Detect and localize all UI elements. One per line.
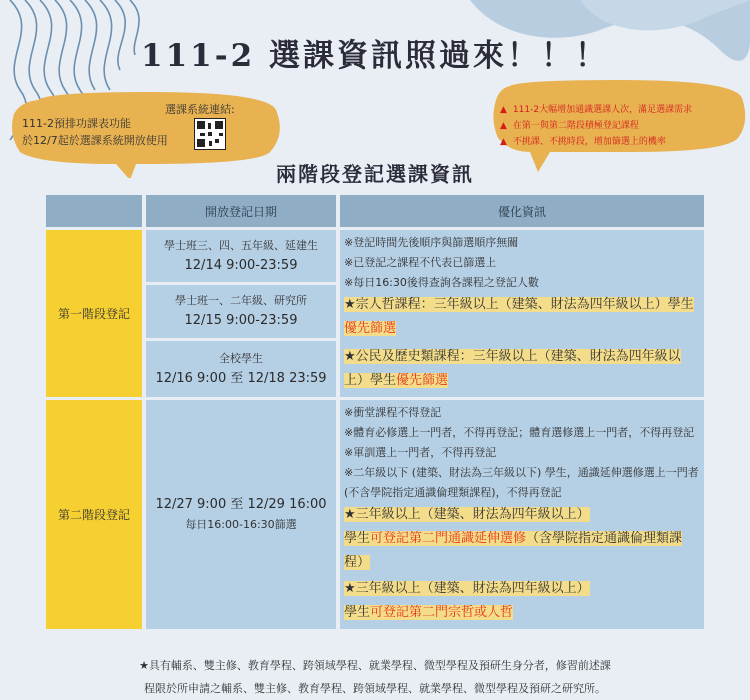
stage1-info: ※登記時間先後順序與篩選順序無關 ※已登記之課程不代表已篩選上 ※每日16:30後得查詢各課程之登記人數 ★宗人哲課程：三年級以上（建築、財法為四年級以上）學生優先篩選 ★公民及歷史類課程：三年級以上（建築、財法為四年級以上）學生優先篩選 — [340, 230, 704, 397]
system-link-label: 選課系統連結: — [165, 103, 235, 116]
alert-item-1: ▲ 111-2大幅增加通識選課人次，滿足選課需求 — [500, 105, 693, 115]
alert-item-2: ▲ 在第一與第二階段積極登記課程 — [500, 121, 639, 131]
table-row — [46, 230, 704, 282]
warning-triangle-icon: ▲ — [500, 105, 507, 115]
header-empty — [46, 195, 142, 227]
stage2-info: ※衝堂課程不得登記 ※體育必修選上一門者，不得再登記；體育選修選上一門者，不得再登記 ※軍訓選上一門者，不得再登記 ※二年級以下 (建築、財法為三年級以下) 學生，通識延伸選修選上一門者(不含學院指定通識倫理類課程)，不得再登記 ★三年級以上（建築、財法為四年級以上） 學生可登記第二門通識延伸選修（含學院指定通識倫理類課程） ★三年級以上（建築、財法為四年級以上） 學生可登記第二門宗哲或人哲 — [340, 400, 704, 629]
stage2-highlight-2: ★三年級以上（建築、財法為四年級以上） — [344, 581, 590, 596]
stage2-highlight-1: ★三年級以上（建築、財法為四年級以上） — [344, 507, 590, 522]
stage1-highlight-2: ★公民及歷史類課程：三年級以上（建築、財法為四年級以上）學生 — [344, 349, 681, 388]
header-info: 優化資訊 — [340, 195, 704, 227]
stage2-date: 12/27 9:00 至 12/29 16:00 每日16:00-16:30篩選 — [146, 400, 336, 629]
stage1-date-3: 全校學生 12/16 9:00 至 12/18 23:59 — [146, 341, 336, 397]
header-dates: 開放登記日期 — [146, 195, 336, 227]
stage1-highlight-1: ★宗人哲課程：三年級以上（建築、財法為四年級以上）學生 — [344, 297, 694, 312]
page-title: 111-2 選課資訊照過來！！！ — [141, 38, 609, 74]
table-row — [46, 400, 704, 629]
left-bubble-line2: 於12/7起於選課系統開放使用 — [22, 134, 168, 147]
footer-note: ★具有輔系、雙主修、教育學程、跨領域學程、就業學程、微型學程及預研生身分者，修習前述課 程限於所申請之輔系、雙主修、教育學程、跨領域學程、就業學程、微型學程及預研之研究所。 — [139, 659, 611, 695]
registration-table — [42, 192, 708, 632]
stage1-date-1: 學士班三、四、五年級、延建生 12/14 9:00-23:59 — [146, 230, 336, 282]
stage1-date-2: 學士班一、二年級、研究所 12/15 9:00-23:59 — [146, 285, 336, 337]
section-subtitle: 兩階段登記選課資訊 — [276, 162, 474, 186]
warning-triangle-icon: ▲ — [500, 121, 507, 131]
alert-item-3: ▲ 不挑課、不挑時段，增加篩選上的機率 — [500, 137, 666, 147]
qr-code[interactable] — [194, 118, 226, 150]
stage2-label: 第二階段登記 — [46, 400, 142, 629]
stage1-label: 第一階段登記 — [46, 230, 142, 397]
left-bubble-line1: 111-2預排功課表功能 — [22, 117, 131, 130]
warning-triangle-icon: ▲ — [500, 137, 507, 147]
table-header-row — [46, 195, 704, 227]
